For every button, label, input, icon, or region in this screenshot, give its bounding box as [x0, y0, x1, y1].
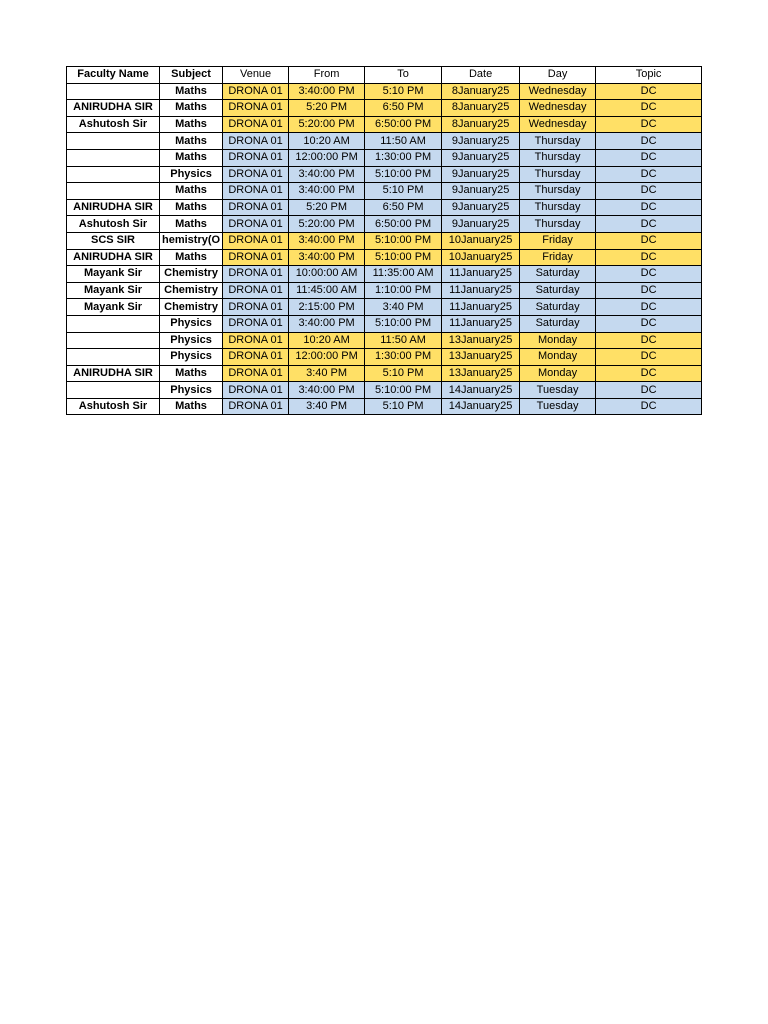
cell-from[interactable]: 10:20 AM — [289, 133, 365, 150]
cell-venue[interactable]: DRONA 01 — [223, 315, 289, 332]
cell-faculty-name[interactable] — [67, 382, 160, 399]
header-subject[interactable]: Subject — [160, 67, 223, 84]
cell-to[interactable]: 5:10:00 PM — [365, 315, 442, 332]
cell-subject[interactable]: Physics — [160, 382, 223, 399]
table-row — [67, 232, 702, 249]
cell-faculty-name[interactable]: Mayank Sir — [67, 299, 160, 316]
cell-from[interactable]: 5:20 PM — [289, 100, 365, 117]
cell-to[interactable]: 3:40 PM — [365, 299, 442, 316]
cell-date[interactable]: 11January25 — [442, 299, 520, 316]
cell-date[interactable]: 9January25 — [442, 133, 520, 150]
table-row — [67, 249, 702, 266]
cell-subject[interactable]: Maths — [160, 183, 223, 200]
cell-day[interactable]: Monday — [520, 365, 596, 382]
cell-topic[interactable]: DC — [596, 332, 702, 349]
cell-from[interactable]: 3:40:00 PM — [289, 166, 365, 183]
header-faculty-name[interactable]: Faculty Name — [67, 67, 160, 84]
cell-day[interactable]: Thursday — [520, 166, 596, 183]
cell-to[interactable]: 5:10:00 PM — [365, 166, 442, 183]
cell-day[interactable]: Saturday — [520, 266, 596, 283]
cell-faculty-name[interactable]: ANIRUDHA SIR — [67, 365, 160, 382]
cell-venue[interactable]: DRONA 01 — [223, 199, 289, 216]
cell-date[interactable]: 8January25 — [442, 116, 520, 133]
cell-to[interactable]: 5:10 PM — [365, 398, 442, 415]
cell-day[interactable]: Wednesday — [520, 83, 596, 100]
cell-subject[interactable]: Maths — [160, 216, 223, 233]
table-row — [67, 299, 702, 316]
cell-faculty-name[interactable] — [67, 133, 160, 150]
cell-faculty-name[interactable]: Ashutosh Sir — [67, 216, 160, 233]
cell-day[interactable]: Wednesday — [520, 100, 596, 117]
cell-date[interactable]: 10January25 — [442, 249, 520, 266]
cell-faculty-name[interactable]: Mayank Sir — [67, 282, 160, 299]
cell-topic[interactable]: DC — [596, 183, 702, 200]
cell-to[interactable]: 5:10 PM — [365, 83, 442, 100]
cell-from[interactable]: 5:20 PM — [289, 199, 365, 216]
cell-venue[interactable]: DRONA 01 — [223, 149, 289, 166]
cell-subject[interactable]: Maths — [160, 83, 223, 100]
cell-subject[interactable]: Maths — [160, 249, 223, 266]
cell-topic[interactable]: DC — [596, 382, 702, 399]
cell-subject[interactable]: Maths — [160, 133, 223, 150]
cell-date[interactable]: 11January25 — [442, 282, 520, 299]
cell-topic[interactable]: DC — [596, 315, 702, 332]
cell-from[interactable]: 3:40:00 PM — [289, 315, 365, 332]
cell-faculty-name[interactable] — [67, 183, 160, 200]
cell-faculty-name[interactable]: Mayank Sir — [67, 266, 160, 283]
cell-date[interactable]: 8January25 — [442, 100, 520, 117]
cell-date[interactable]: 13January25 — [442, 349, 520, 366]
cell-to[interactable]: 6:50 PM — [365, 100, 442, 117]
table-row — [67, 349, 702, 366]
cell-venue[interactable]: DRONA 01 — [223, 83, 289, 100]
cell-subject[interactable]: Maths — [160, 365, 223, 382]
cell-venue[interactable]: DRONA 01 — [223, 133, 289, 150]
cell-venue[interactable]: DRONA 01 — [223, 183, 289, 200]
table-row — [67, 315, 702, 332]
cell-from[interactable]: 3:40 PM — [289, 365, 365, 382]
cell-subject[interactable]: Physics — [160, 349, 223, 366]
cell-venue[interactable]: DRONA 01 — [223, 282, 289, 299]
cell-topic[interactable]: DC — [596, 149, 702, 166]
table-row — [67, 100, 702, 117]
cell-topic[interactable]: DC — [596, 365, 702, 382]
cell-date[interactable]: 11January25 — [442, 315, 520, 332]
cell-subject[interactable]: Maths — [160, 398, 223, 415]
cell-topic[interactable]: DC — [596, 199, 702, 216]
cell-subject[interactable]: Physics — [160, 332, 223, 349]
cell-to[interactable]: 1:30:00 PM — [365, 149, 442, 166]
cell-subject[interactable]: Physics — [160, 166, 223, 183]
table-row — [67, 83, 702, 100]
cell-faculty-name[interactable]: Ashutosh Sir — [67, 116, 160, 133]
table-row — [67, 382, 702, 399]
cell-venue[interactable]: DRONA 01 — [223, 249, 289, 266]
cell-from[interactable]: 2:15:00 PM — [289, 299, 365, 316]
cell-date[interactable]: 8January25 — [442, 83, 520, 100]
cell-subject[interactable]: Maths — [160, 100, 223, 117]
cell-to[interactable]: 1:10:00 PM — [365, 282, 442, 299]
cell-topic[interactable]: DC — [596, 83, 702, 100]
cell-day[interactable]: Thursday — [520, 133, 596, 150]
header-date[interactable]: Date — [442, 67, 520, 84]
cell-topic[interactable]: DC — [596, 349, 702, 366]
cell-day[interactable]: Monday — [520, 349, 596, 366]
cell-from[interactable]: 5:20:00 PM — [289, 216, 365, 233]
cell-day[interactable]: Thursday — [520, 183, 596, 200]
header-day[interactable]: Day — [520, 67, 596, 84]
cell-to[interactable]: 6:50 PM — [365, 199, 442, 216]
cell-topic[interactable]: DC — [596, 249, 702, 266]
cell-day[interactable]: Thursday — [520, 149, 596, 166]
cell-day[interactable]: Friday — [520, 232, 596, 249]
cell-date[interactable]: 9January25 — [442, 216, 520, 233]
cell-date[interactable]: 9January25 — [442, 199, 520, 216]
cell-venue[interactable]: DRONA 01 — [223, 266, 289, 283]
cell-from[interactable]: 3:40:00 PM — [289, 83, 365, 100]
cell-to[interactable]: 6:50:00 PM — [365, 116, 442, 133]
cell-faculty-name[interactable] — [67, 349, 160, 366]
cell-day[interactable]: Saturday — [520, 299, 596, 316]
cell-from[interactable]: 3:40:00 PM — [289, 249, 365, 266]
cell-venue[interactable]: DRONA 01 — [223, 332, 289, 349]
cell-to[interactable]: 6:50:00 PM — [365, 216, 442, 233]
cell-to[interactable]: 5:10:00 PM — [365, 382, 442, 399]
cell-day[interactable]: Tuesday — [520, 382, 596, 399]
table-row — [67, 149, 702, 166]
cell-from[interactable]: 3:40:00 PM — [289, 382, 365, 399]
cell-date[interactable]: 9January25 — [442, 166, 520, 183]
cell-venue[interactable]: DRONA 01 — [223, 382, 289, 399]
cell-date[interactable]: 10January25 — [442, 232, 520, 249]
cell-to[interactable]: 11:50 AM — [365, 133, 442, 150]
cell-venue[interactable]: DRONA 01 — [223, 100, 289, 117]
cell-topic[interactable]: DC — [596, 266, 702, 283]
cell-topic[interactable]: DC — [596, 398, 702, 415]
cell-faculty-name[interactable] — [67, 149, 160, 166]
cell-from[interactable]: 12:00:00 PM — [289, 349, 365, 366]
cell-to[interactable]: 5:10:00 PM — [365, 232, 442, 249]
cell-day[interactable]: Thursday — [520, 216, 596, 233]
cell-date[interactable]: 13January25 — [442, 332, 520, 349]
table-row — [67, 199, 702, 216]
cell-subject[interactable]: Maths — [160, 149, 223, 166]
cell-faculty-name[interactable]: Ashutosh Sir — [67, 398, 160, 415]
cell-venue[interactable]: DRONA 01 — [223, 365, 289, 382]
table-row — [67, 183, 702, 200]
cell-faculty-name[interactable] — [67, 315, 160, 332]
header-venue[interactable]: Venue — [223, 67, 289, 84]
cell-to[interactable]: 11:50 AM — [365, 332, 442, 349]
cell-topic[interactable]: DC — [596, 232, 702, 249]
table-row — [67, 332, 702, 349]
cell-faculty-name[interactable]: ANIRUDHA SIR — [67, 199, 160, 216]
cell-from[interactable]: 10:00:00 AM — [289, 266, 365, 283]
table-row — [67, 216, 702, 233]
cell-day[interactable]: Tuesday — [520, 398, 596, 415]
cell-faculty-name[interactable]: ANIRUDHA SIR — [67, 249, 160, 266]
cell-date[interactable]: 14January25 — [442, 382, 520, 399]
cell-to[interactable]: 11:35:00 AM — [365, 266, 442, 283]
cell-venue[interactable]: DRONA 01 — [223, 216, 289, 233]
cell-topic[interactable]: DC — [596, 299, 702, 316]
cell-topic[interactable]: DC — [596, 216, 702, 233]
cell-to[interactable]: 1:30:00 PM — [365, 349, 442, 366]
cell-day[interactable]: Wednesday — [520, 116, 596, 133]
cell-day[interactable]: Friday — [520, 249, 596, 266]
cell-to[interactable]: 5:10 PM — [365, 183, 442, 200]
cell-venue[interactable]: DRONA 01 — [223, 232, 289, 249]
table-row — [67, 365, 702, 382]
cell-faculty-name[interactable] — [67, 83, 160, 100]
header-to[interactable]: To — [365, 67, 442, 84]
table-row — [67, 133, 702, 150]
cell-topic[interactable]: DC — [596, 166, 702, 183]
cell-topic[interactable]: DC — [596, 133, 702, 150]
cell-from[interactable]: 3:40 PM — [289, 398, 365, 415]
cell-from[interactable]: 12:00:00 PM — [289, 149, 365, 166]
header-from[interactable]: From — [289, 67, 365, 84]
cell-subject[interactable]: Chemistry — [160, 282, 223, 299]
table-row — [67, 166, 702, 183]
cell-topic[interactable]: DC — [596, 282, 702, 299]
cell-venue[interactable]: DRONA 01 — [223, 166, 289, 183]
cell-from[interactable]: 5:20:00 PM — [289, 116, 365, 133]
cell-from[interactable]: 3:40:00 PM — [289, 232, 365, 249]
header-topic[interactable]: Topic — [596, 67, 702, 84]
cell-from[interactable]: 10:20 AM — [289, 332, 365, 349]
cell-day[interactable]: Saturday — [520, 315, 596, 332]
cell-date[interactable]: 9January25 — [442, 183, 520, 200]
cell-day[interactable]: Thursday — [520, 199, 596, 216]
cell-subject[interactable]: Maths — [160, 199, 223, 216]
table-row — [67, 398, 702, 415]
cell-date[interactable]: 13January25 — [442, 365, 520, 382]
cell-venue[interactable]: DRONA 01 — [223, 116, 289, 133]
cell-venue[interactable]: DRONA 01 — [223, 299, 289, 316]
cell-faculty-name[interactable]: SCS SIR — [67, 232, 160, 249]
cell-to[interactable]: 5:10:00 PM — [365, 249, 442, 266]
cell-from[interactable]: 3:40:00 PM — [289, 183, 365, 200]
cell-subject[interactable]: Chemistry — [160, 266, 223, 283]
table-row — [67, 116, 702, 133]
cell-faculty-name[interactable] — [67, 166, 160, 183]
cell-date[interactable]: 14January25 — [442, 398, 520, 415]
cell-subject[interactable]: Maths — [160, 116, 223, 133]
table-row — [67, 266, 702, 283]
cell-day[interactable]: Monday — [520, 332, 596, 349]
cell-venue[interactable]: DRONA 01 — [223, 349, 289, 366]
cell-topic[interactable]: DC — [596, 116, 702, 133]
table-row — [67, 282, 702, 299]
header-row — [67, 67, 702, 84]
cell-faculty-name[interactable]: ANIRUDHA SIR — [67, 100, 160, 117]
cell-from[interactable]: 11:45:00 AM — [289, 282, 365, 299]
cell-subject[interactable]: Physics — [160, 315, 223, 332]
cell-day[interactable]: Saturday — [520, 282, 596, 299]
schedule-table — [66, 66, 702, 415]
cell-venue[interactable]: DRONA 01 — [223, 398, 289, 415]
cell-faculty-name[interactable] — [67, 332, 160, 349]
cell-date[interactable]: 11January25 — [442, 266, 520, 283]
cell-subject[interactable]: hemistry(O — [160, 232, 223, 249]
spreadsheet-sheet — [66, 66, 702, 415]
cell-topic[interactable]: DC — [596, 100, 702, 117]
cell-subject[interactable]: Chemistry — [160, 299, 223, 316]
cell-to[interactable]: 5:10 PM — [365, 365, 442, 382]
cell-date[interactable]: 9January25 — [442, 149, 520, 166]
